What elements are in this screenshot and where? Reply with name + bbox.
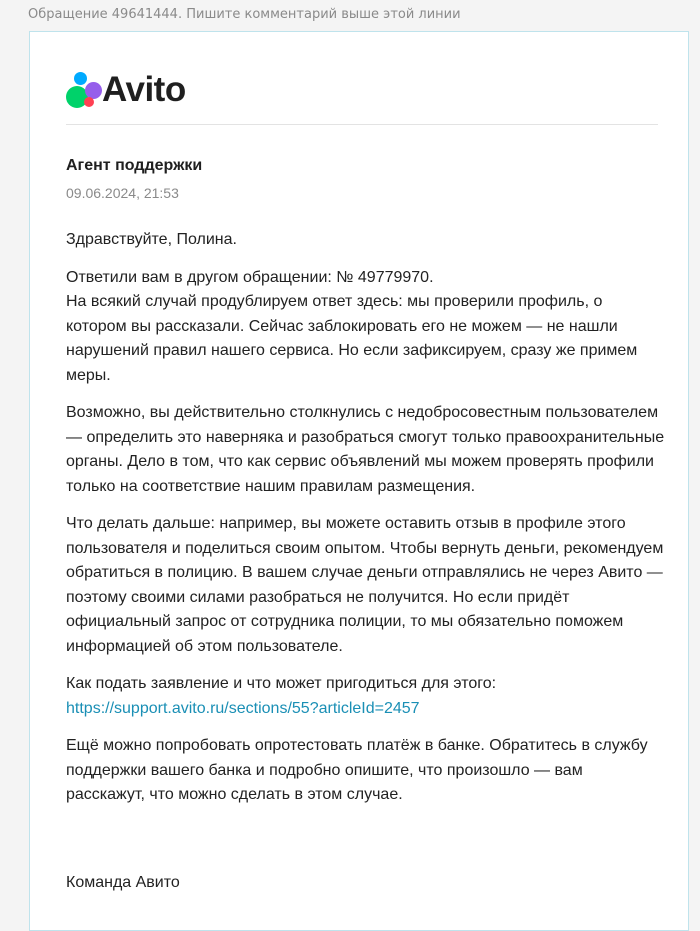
paragraph-4-text: Как подать заявление и что может пригодиться для этого: [66,675,497,692]
paragraph-1-line-2: На всякий случай продублируем ответ здесь: мы проверили профиль, о котором вы рассказали. Сейчас заблокировать его не можем — не нашли нарушений правил нашего сервиса. Но если зафиксируем, сразу же примем меры. [66,293,638,384]
ticket-notice: Обращение 49641444. Пишите комментарий выше этой линии [28,7,461,22]
message-body [66,228,666,821]
header-divider [66,124,658,125]
paragraph-3: Что делать дальше: например, вы можете оставить отзыв в профиле этого пользователя и поделиться своим опытом. Чтобы вернуть деньги, рекомендуем обратиться в полицию. В вашем случае деньги отправлялись не через Авито — поэтому своими силами разобраться не получится. Но если придёт официальный запрос от сотрудника полиции, то мы обязательно поможем информацией об этом пользователе. [66,515,664,655]
paragraph-5: Ещё можно попробовать опротестовать платёж в банке. Обратитесь в службу поддержки вашего банка и подробно опишите, что произошло — вам расскажут, что можно сделать в этом случае. [66,737,648,803]
message-date: 09.06.2024, 21:53 [66,185,179,201]
support-article-link[interactable]: https://support.avito.ru/sections/55?articleId=2457 [66,699,420,717]
logo-dot-blue-icon [74,72,87,85]
paragraph-1 [66,266,666,389]
logo-wordmark: Avito [102,70,186,109]
paragraph-2: Возможно, вы действительно столкнулись с недобросовестным пользователем — определить это наверняка и разобраться смогут только правоохранительные органы. Дело в том, что как сервис объявлений мы можем проверять профили только на соответствие нашим правилам размещения. [66,404,665,495]
signature: Команда Авито [66,874,180,891]
paragraph-1-line-1: Ответили вам в другом обращении: № 49779970. [66,268,434,286]
logo-dot-red-icon [84,97,94,107]
greeting: Здравствуйте, Полина. [66,231,237,248]
message-author: Агент поддержки [66,157,203,174]
avito-logo [66,72,196,112]
paragraph-4 [66,672,666,721]
email-card [29,31,689,931]
